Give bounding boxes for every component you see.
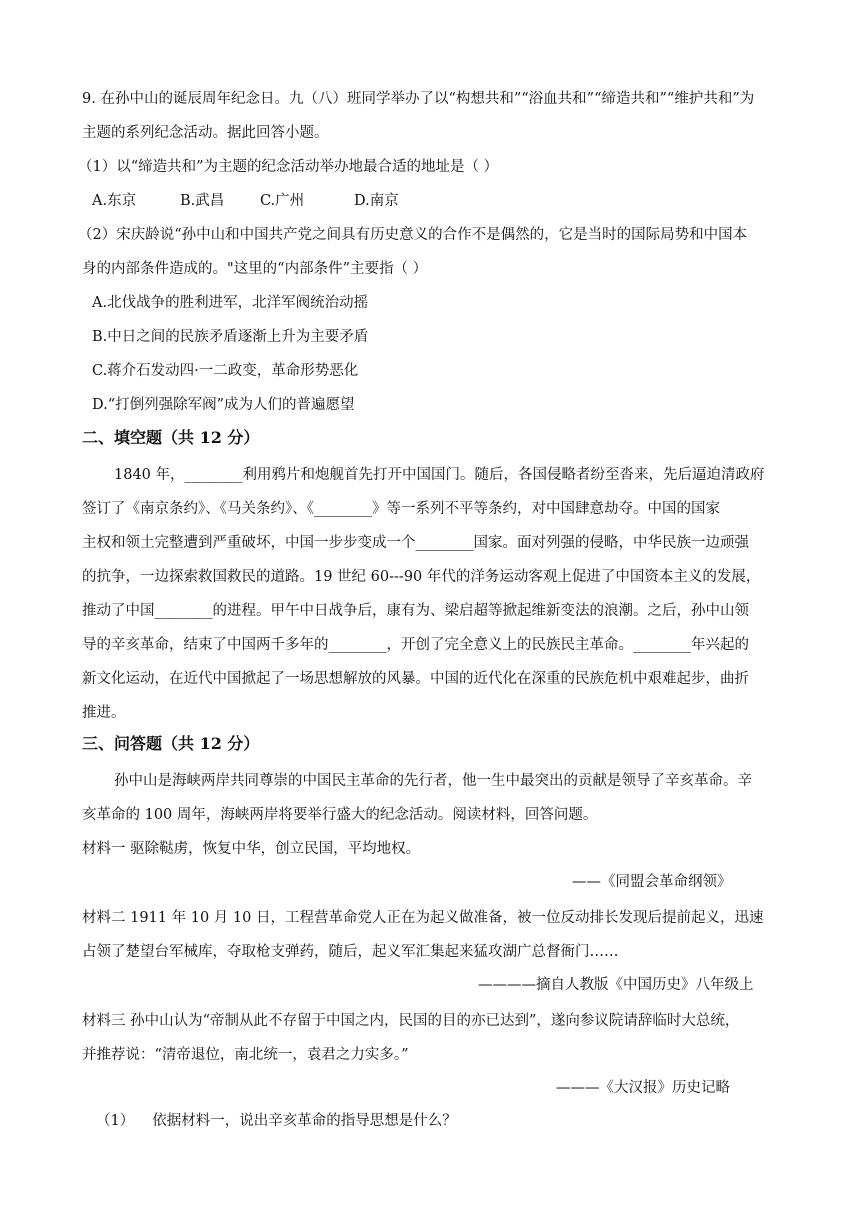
material2-line1: 材料二 1911 年 10 月 10 日，工程营革命党人正在为起义做准备，被一位反动排长发现后提前起义，迅速	[82, 910, 764, 926]
material2-line2: 占领了楚望台军械库，夺取枪支弹药，随后，起义军汇集起来猛攻湖广总督衙门……	[82, 944, 619, 960]
section2-title: 二、填空题（共 12 分）	[82, 428, 260, 447]
section2-line: 推进。	[82, 705, 126, 721]
q9-sub2-line1: （2）宋庆龄说“孙中山和中国共产党之间具有历史意义的合作不是偶然的，它是当时的国际局势和中国本	[78, 227, 748, 243]
q9-sub1-options	[92, 191, 399, 211]
section2-line: 导的辛亥革命，结束了中国两千多年的________，开创了完全意义上的民族民主革命。________年兴起的	[82, 637, 749, 653]
section2-line: 的抗争，一边探索救国救民的道路。19 世纪 60---90 年代的洋务运动客观上促进了中国资本主义的发展，	[82, 569, 761, 585]
option-d: D.南京	[354, 193, 399, 209]
q9-stem-line1: 9. 在孙中山的诞辰周年纪念日。九（八）班同学举办了以“构想共和”“浴血共和”“缔造共和”“维护共和”为	[82, 91, 755, 107]
option-a: A.东京	[92, 193, 137, 209]
material3-source: ———《大汉报》历史记略	[556, 1080, 730, 1096]
q9-stem-line2: 主题的系列纪念活动。据此回答小题。	[82, 125, 329, 141]
q9-sub2-line2: 身的内部条件造成的。"这里的“内部条件”主要指（ ）	[82, 261, 428, 277]
section2-line: 推动了中国________的进程。甲午中日战争后，康有为、梁启超等掀起维新变法的浪潮。之后，孙中山领	[82, 603, 749, 619]
option-b: B.武昌	[180, 193, 225, 209]
material2-source: ————摘自人教版《中国历史》八年级上	[478, 977, 754, 993]
section2-line: 签订了《南京条约》、《马关条约》、《________》等一系列不平等条约，对中国肆意劫夺。中国的国家	[82, 501, 720, 517]
question1	[96, 1111, 457, 1131]
section2-line: 新文化运动，在近代中国掀起了一场思想解放的风暴。中国的近代化在深重的民族危机中艰难起步，曲折	[82, 671, 749, 687]
question1-number: （1）	[96, 1113, 135, 1129]
q9-sub2-option-b: B.中日之间的民族矛盾逐渐上升为主要矛盾	[92, 329, 369, 345]
material3-line1: 材料三 孙中山认为“帝制从此不存留于中国之内，民国的目的亦已达到”，遂向参议院请辞临时大总统，	[82, 1013, 740, 1029]
material1: 材料一 驱除鞑虏，恢复中华，创立民国，平均地权。	[82, 841, 421, 857]
material1-source: ——《同盟会革命纲领》	[572, 874, 732, 890]
section2-line: 1840 年，________利用鸦片和炮舰首先打开中国国门。随后，各国侵略者纷至沓来，先后逼迫清政府	[114, 467, 765, 483]
section3-intro-line2: 亥革命的 100 周年，海峡两岸将要举行盛大的纪念活动。阅读材料，回答问题。	[82, 807, 598, 823]
section3-intro-line1: 孙中山是海峡两岸共同尊崇的中国民主革命的先行者，他一生中最突出的贡献是领导了辛亥革命。辛	[114, 773, 752, 789]
option-c: C.广州	[260, 193, 305, 209]
section3-title: 三、问答题（共 12 分）	[82, 734, 260, 753]
question1-text: 依据材料一，说出辛亥革命的指导思想是什么？	[152, 1113, 457, 1129]
q9-sub1: （1）以“缔造共和”为主题的纪念活动举办地最合适的地址是（ ）	[78, 159, 499, 175]
material3-line2: 并推荐说：“清帝退位，南北统一，袁君之力实多。”	[82, 1047, 409, 1063]
q9-sub2-option-d: D.“打倒列强除军阀”成为人们的普遍愿望	[92, 397, 355, 413]
section2-line: 主权和领土完整遭到严重破坏，中国一步步变成一个________国家。面对列强的侵略，中华民族一边顽强	[82, 535, 749, 551]
q9-sub2-option-a: A.北伐战争的胜利进军，北洋军阀统治动摇	[92, 295, 369, 311]
q9-sub2-option-c: C.蒋介石发动四·一二政变，革命形势恶化	[92, 363, 359, 379]
